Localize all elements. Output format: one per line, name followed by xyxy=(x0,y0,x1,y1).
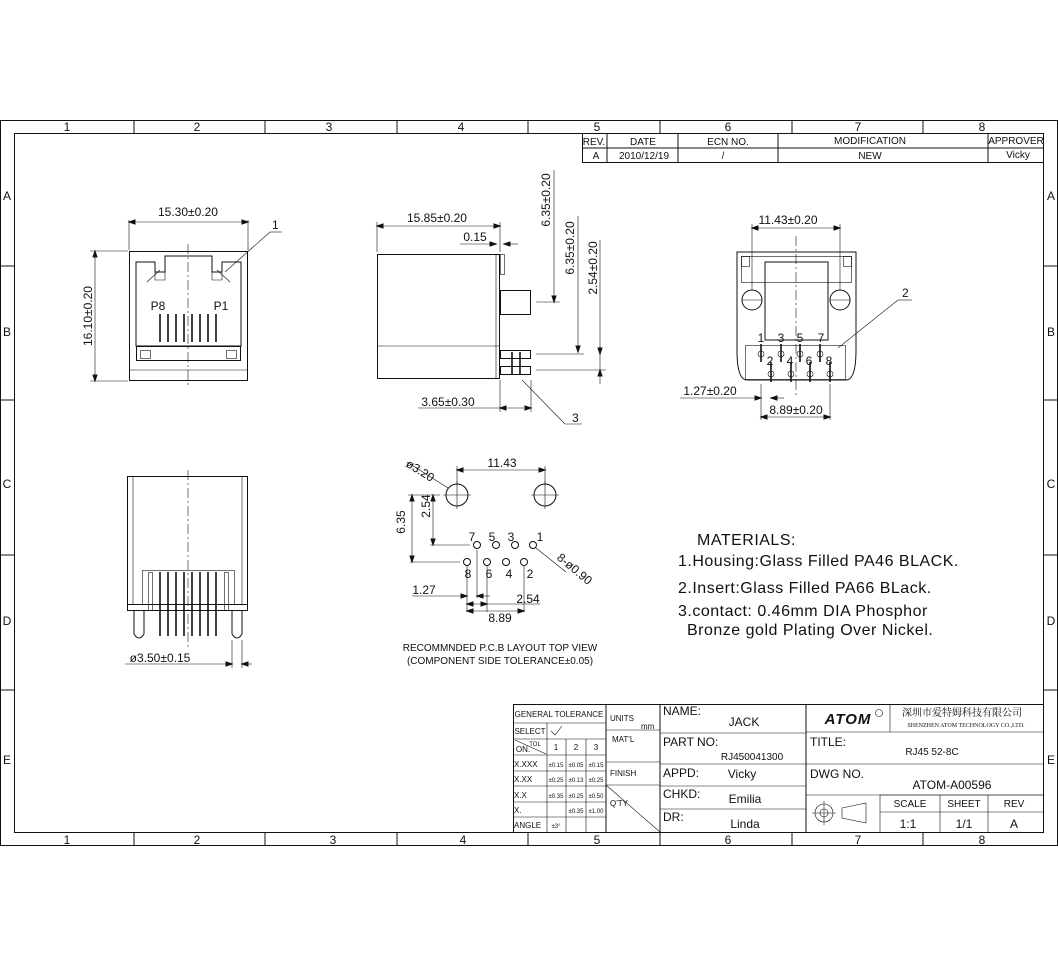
row-label: B xyxy=(1046,325,1056,339)
col-label: 3 xyxy=(325,120,333,134)
side-mid-dim: 6.35±0.20 xyxy=(563,221,577,275)
col-label: 1 xyxy=(63,833,71,847)
units-label: UNITS xyxy=(610,714,634,723)
name-label: NAME: xyxy=(663,704,702,718)
pcb-pin-label: 7 xyxy=(468,530,476,544)
approver-value: Vicky xyxy=(1006,150,1030,161)
tol-label: TOL xyxy=(529,742,541,748)
pcb-pin-label: 3 xyxy=(507,530,515,544)
atom-logo: ATOM xyxy=(824,711,872,728)
on-label: ON. xyxy=(515,745,531,754)
col-label: 7 xyxy=(854,120,862,134)
tolerance-row-label: X.XX xyxy=(514,775,533,784)
company-en: SHENZHEN ATOM TECHNOLOGY CO.,LTD. xyxy=(907,723,1025,729)
tolerance-cell: ±0.15 xyxy=(588,763,604,769)
row-label: E xyxy=(1046,753,1056,767)
col-label: 6 xyxy=(724,833,732,847)
pin-label: 4 xyxy=(786,354,794,368)
pin-label: 2 xyxy=(766,354,774,368)
col-label: 8 xyxy=(978,120,986,134)
title-label: TITLE: xyxy=(810,735,847,749)
pin-label: 7 xyxy=(817,331,825,345)
col-label: 5 xyxy=(593,120,601,134)
materials-heading: MATERIALS: xyxy=(697,532,796,549)
side-width-dim: 15.85±0.20 xyxy=(407,211,467,225)
chkd-label: CHKD: xyxy=(663,787,701,801)
outer-border xyxy=(1,121,1058,846)
tolerance-cell: ±0.25 xyxy=(568,794,584,800)
sheet-label: SHEET xyxy=(947,799,981,810)
ecn-header: ECN NO. xyxy=(707,137,749,148)
side-pitch-dim: 2.54±0.20 xyxy=(586,241,600,295)
modification-value: NEW xyxy=(858,151,882,162)
tolerance-row-label: X. xyxy=(514,806,522,815)
title-value: RJ45 52-8C xyxy=(905,747,959,758)
pin-label: 1 xyxy=(757,331,765,345)
part-value: RJ450041300 xyxy=(720,752,784,763)
callout-1: 1 xyxy=(272,218,279,232)
pcb-hole-dia: ø3.20 xyxy=(403,456,437,485)
col-1: 1 xyxy=(553,743,559,752)
tolerance-cell: ±0.50 xyxy=(588,794,604,800)
col-label: 3 xyxy=(329,833,337,847)
bottom-width-dim: 11.43±0.20 xyxy=(758,213,818,227)
rev-header: REV. xyxy=(582,137,606,148)
pcb-hole-spacing: 11.43 xyxy=(487,456,517,470)
tolerance-row-label: ANGLE xyxy=(514,821,542,830)
pin-label: 6 xyxy=(805,354,813,368)
col-label: 4 xyxy=(457,120,465,134)
pcb-caption-1: RECOMMNDED P.C.B LAYOUT TOP VIEW xyxy=(402,643,598,654)
dr-label: DR: xyxy=(663,810,684,824)
row-label: C xyxy=(1046,477,1056,491)
col-label: 1 xyxy=(63,120,71,134)
col-2: 2 xyxy=(573,743,579,752)
pin-label: 3 xyxy=(777,331,785,345)
row-label: A xyxy=(2,189,12,203)
side-top-dim: 6.35±0.20 xyxy=(539,173,553,227)
appd-value: Vicky xyxy=(727,767,757,781)
chkd-value: Emilia xyxy=(728,792,762,806)
tolerance-row-label: X.XXX xyxy=(514,760,538,769)
callout-3: 3 xyxy=(572,411,579,425)
grid-ticks xyxy=(0,120,1058,845)
col-label: 7 xyxy=(854,833,862,847)
tolerance-cell: ±0.25 xyxy=(588,778,604,784)
pcb-caption-2: (COMPONENT SIDE TOLERANCE±0.05) xyxy=(406,656,594,667)
rev-value: A xyxy=(1009,817,1019,831)
pin-label: 5 xyxy=(796,331,804,345)
col-label: 4 xyxy=(459,833,467,847)
lower-view xyxy=(125,470,252,668)
dr-value: Linda xyxy=(730,817,760,831)
dwg-label: DWG NO. xyxy=(810,767,864,781)
row-label: A xyxy=(1046,189,1056,203)
general-tolerance: GENERAL TOLERANCE xyxy=(514,710,604,719)
pcb-span: 8.89 xyxy=(488,611,512,625)
sheet-value: 1/1 xyxy=(955,817,973,831)
pin-label: 8 xyxy=(825,354,833,368)
qty-label: Q'TY xyxy=(610,799,628,808)
front-width-dim: 15.30±0.20 xyxy=(158,205,218,219)
pcb-pin-dia: 8-ø0.90 xyxy=(554,550,595,588)
row-labels xyxy=(3,189,1056,767)
title-block xyxy=(513,704,1044,833)
approver-header: APPROVER xyxy=(988,136,1044,147)
tolerance-cell: ±0.15 xyxy=(548,763,564,769)
pcb-pitch: 1.27 xyxy=(412,583,436,597)
row-label: E xyxy=(2,753,12,767)
row-label: B xyxy=(2,325,12,339)
finish-label: FINISH xyxy=(610,769,637,778)
materials-line-2: 2.Insert:Glass Filled PA66 BLack. xyxy=(678,580,932,597)
bottom-pitch-dim: 1.27±0.20 xyxy=(683,384,737,398)
tolerance-rows xyxy=(514,760,604,830)
rev-value: A xyxy=(592,151,600,162)
company-cn: 深圳市爱特姆科技有限公司 xyxy=(902,708,1022,719)
tolerance-cell: ±0.25 xyxy=(548,778,564,784)
rev-label: REV xyxy=(1003,799,1025,810)
appd-label: APPD: xyxy=(663,766,700,780)
col-3: 3 xyxy=(593,743,599,752)
pcb-pin-label: 8 xyxy=(464,567,472,581)
tolerance-cell: ±0.13 xyxy=(568,778,584,784)
scale-value: 1:1 xyxy=(899,817,917,831)
col-label: 6 xyxy=(724,120,732,134)
pcb-pin-label: 2 xyxy=(526,567,534,581)
tolerance-cell: ±3° xyxy=(551,824,561,830)
pcb-vert-a: 2.54 xyxy=(419,494,433,518)
materials-notes xyxy=(678,532,959,639)
tolerance-cell: ±0.35 xyxy=(548,794,564,800)
side-offset-dim: 0.15 xyxy=(463,230,487,244)
pin-p1-label: P1 xyxy=(213,299,229,313)
ecn-value: / xyxy=(721,151,725,162)
dwg-value: ATOM-A00596 xyxy=(912,778,992,792)
matl-label: MAT'L xyxy=(612,735,635,744)
pcb-pitch2: 2.54 xyxy=(516,592,540,606)
part-label: PART NO: xyxy=(663,735,719,749)
tolerance-row-label: X.X xyxy=(514,791,527,800)
pin-p8-label: P8 xyxy=(150,299,166,313)
row-label: C xyxy=(2,477,12,491)
front-height-dim: 16.10±0.20 xyxy=(81,286,95,346)
row-label: D xyxy=(1046,614,1056,628)
units-value: mm xyxy=(641,722,655,731)
select-label: SELECT xyxy=(514,727,546,736)
tolerance-cell: ±1.00 xyxy=(588,809,604,815)
materials-line-3a: 3.contact: 0.46mm DIA Phosphor xyxy=(678,603,928,620)
name-value: JACK xyxy=(728,715,760,729)
pcb-pin-label: 5 xyxy=(488,530,496,544)
row-label: D xyxy=(2,614,12,628)
date-header: DATE xyxy=(630,137,656,148)
side-bottom-dim: 3.65±0.30 xyxy=(421,395,475,409)
col-label: 8 xyxy=(978,833,986,847)
col-label: 2 xyxy=(193,833,201,847)
projection-symbol xyxy=(812,801,866,825)
tolerance-cell: ±0.35 xyxy=(568,809,584,815)
side-view xyxy=(377,170,606,425)
column-labels xyxy=(64,120,986,847)
materials-line-1: 1.Housing:Glass Filled PA46 BLACK. xyxy=(678,553,959,570)
bottom-view xyxy=(680,213,912,420)
pcb-pin-label: 6 xyxy=(485,567,493,581)
pcb-pin-label: 4 xyxy=(505,567,513,581)
pcb-pin-label: 1 xyxy=(536,530,544,544)
materials-line-3b: Bronze gold Plating Over Nickel. xyxy=(687,622,934,639)
bottom-span-dim: 8.89±0.20 xyxy=(769,403,823,417)
callout-2: 2 xyxy=(902,286,909,300)
date-value: 2010/12/19 xyxy=(618,151,670,162)
col-label: 5 xyxy=(593,833,601,847)
scale-label: SCALE xyxy=(893,799,927,810)
peg-dim: ø3.50±0.15 xyxy=(129,651,191,665)
pcb-vert-b: 6.35 xyxy=(394,510,408,534)
tolerance-cell: ±0.05 xyxy=(568,763,584,769)
modification-header: MODIFICATION xyxy=(833,136,907,147)
col-label: 2 xyxy=(193,120,201,134)
pcb-layout xyxy=(394,456,598,667)
revision-block xyxy=(582,133,1044,163)
front-view xyxy=(81,205,282,388)
